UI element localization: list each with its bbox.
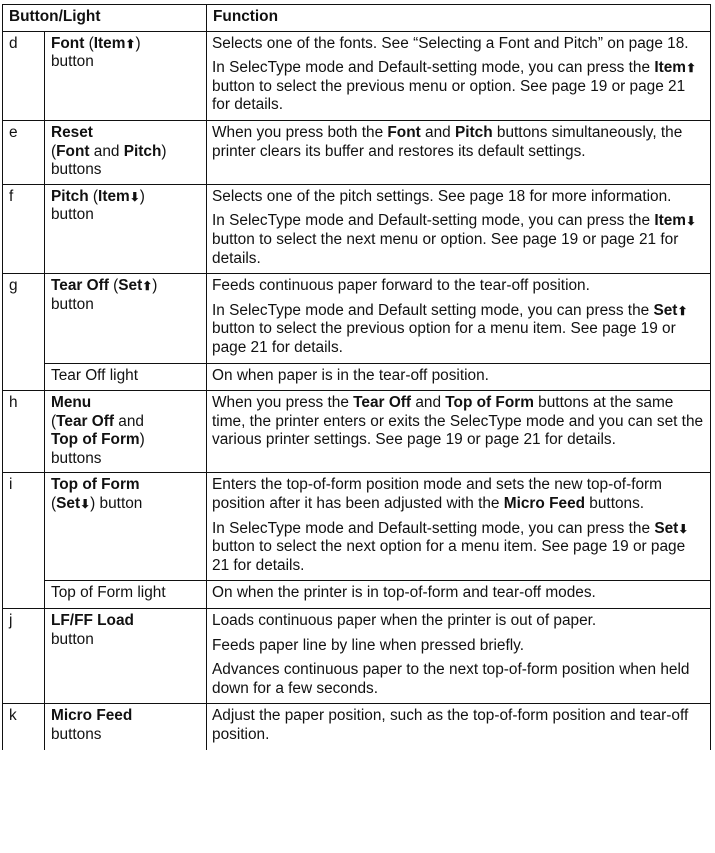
table-row-g-light [3, 363, 711, 391]
button-name: Micro Feed [51, 707, 133, 725]
button-name: Menu [51, 394, 92, 412]
table-header-row [3, 5, 711, 32]
table-row-f [3, 184, 711, 273]
row-letter: f [3, 184, 45, 273]
button-name: Font [51, 34, 85, 52]
button-name-cell: Tear Off (Set⬆) button [45, 274, 207, 363]
function-text: In SelecType mode and Default-setting mode, you can press the Set⬇ button to select the next option for a menu item. See page 19 or page 21 for details. [212, 519, 689, 574]
up-arrow-icon: ⬆ [125, 36, 136, 51]
function-text: Feeds continuous paper forward to the tear-off position. [212, 277, 590, 295]
function-cell [207, 704, 711, 750]
function-text: In SelecType mode and Default setting mode, you can press the Set⬆ button to select the previous option for a menu item. See page 19 or page 21 for details. [212, 301, 688, 356]
function-text: Selects one of the fonts. See “Selecting a Font and Pitch” on page 18. [212, 34, 689, 52]
button-name-cell: Pitch (Item⬇) button [45, 184, 207, 273]
button-light-function-table [2, 4, 711, 750]
row-letter: j [3, 609, 45, 704]
button-name: Pitch [51, 187, 89, 205]
row-letter: g [3, 274, 45, 391]
function-text: Feeds paper line by line when pressed briefly. [212, 636, 524, 654]
function-text: When you press the Tear Off and Top of Form buttons at the same time, the printer enters or exits the SelecType mode and you can set the various printer settings. See page 19 or page 21 for details. [212, 394, 704, 449]
button-name-cell: LF/FF Load button [45, 609, 207, 704]
function-cell [207, 120, 711, 184]
function-text: In SelecType mode and Default-setting mode, you can press the Item⬆ button to select the previous menu or option. See page 19 or page 21 for details. [212, 59, 697, 114]
table-row-i-light [3, 581, 711, 609]
function-cell [207, 31, 711, 120]
up-arrow-icon: ⬆ [142, 279, 153, 294]
function-cell [207, 363, 711, 391]
function-text: On when paper is in the tear-off position. [212, 366, 489, 384]
function-cell [207, 609, 711, 704]
function-cell [207, 391, 711, 473]
row-letter: e [3, 120, 45, 184]
row-letter: d [3, 31, 45, 120]
light-name: Top of Form light [45, 581, 207, 609]
function-cell [207, 274, 711, 363]
table-row-i [3, 473, 711, 581]
button-name-cell: Font (Item⬆) button [45, 31, 207, 120]
function-text: Advances continuous paper to the next top-of-form position when held down for a few seconds. [212, 661, 690, 697]
row-letter: i [3, 473, 45, 609]
button-name: Reset [51, 123, 93, 141]
table-row-j [3, 609, 711, 704]
table-row-g [3, 274, 711, 363]
up-arrow-icon: ⬆ [685, 61, 697, 76]
button-name: Top of Form [51, 476, 140, 494]
down-arrow-icon: ⬇ [80, 497, 91, 512]
button-name-cell: Top of Form (Set⬇) button [45, 473, 207, 581]
down-arrow-icon: ⬇ [678, 521, 689, 536]
table-row-h [3, 391, 711, 473]
function-cell [207, 473, 711, 581]
table-row-k [3, 704, 711, 750]
table-row-e [3, 120, 711, 184]
header-function: Function [207, 5, 711, 32]
button-name-cell: Menu (Tear Off and Top of Form) buttons [45, 391, 207, 473]
up-arrow-icon: ⬆ [677, 303, 688, 318]
light-name: Tear Off light [45, 363, 207, 391]
table-row-d [3, 31, 711, 120]
function-text: Loads continuous paper when the printer is out of paper. [212, 612, 597, 630]
down-arrow-icon: ⬇ [129, 189, 140, 204]
function-text: Adjust the paper position, such as the top-of-form position and tear-off position. [212, 707, 689, 743]
function-text: In SelecType mode and Default-setting mode, you can press the Item⬇ button to select the next menu or option. See page 19 or page 21 for details. [212, 212, 697, 267]
function-text: When you press both the Font and Pitch buttons simultaneously, the printer clears its buffer and restores its default settings. [212, 123, 683, 160]
function-text: On when the printer is in top-of-form and tear-off modes. [212, 584, 596, 602]
button-name: Tear Off [51, 277, 109, 295]
button-name: LF/FF Load [51, 612, 134, 630]
function-text: Enters the top-of-form position mode and sets the new top-of-form position after it has been adjusted with the Micro Feed buttons. [212, 476, 662, 513]
function-text: Selects one of the pitch settings. See page 18 for more information. [212, 187, 672, 205]
row-letter: k [3, 704, 45, 750]
row-letter: h [3, 391, 45, 473]
function-cell [207, 581, 711, 609]
function-cell [207, 184, 711, 273]
button-name-cell: Reset (Font and Pitch) buttons [45, 120, 207, 184]
button-name-cell: Micro Feed buttons [45, 704, 207, 750]
down-arrow-icon: ⬇ [685, 214, 697, 229]
header-button-light: Button/Light [3, 5, 207, 32]
